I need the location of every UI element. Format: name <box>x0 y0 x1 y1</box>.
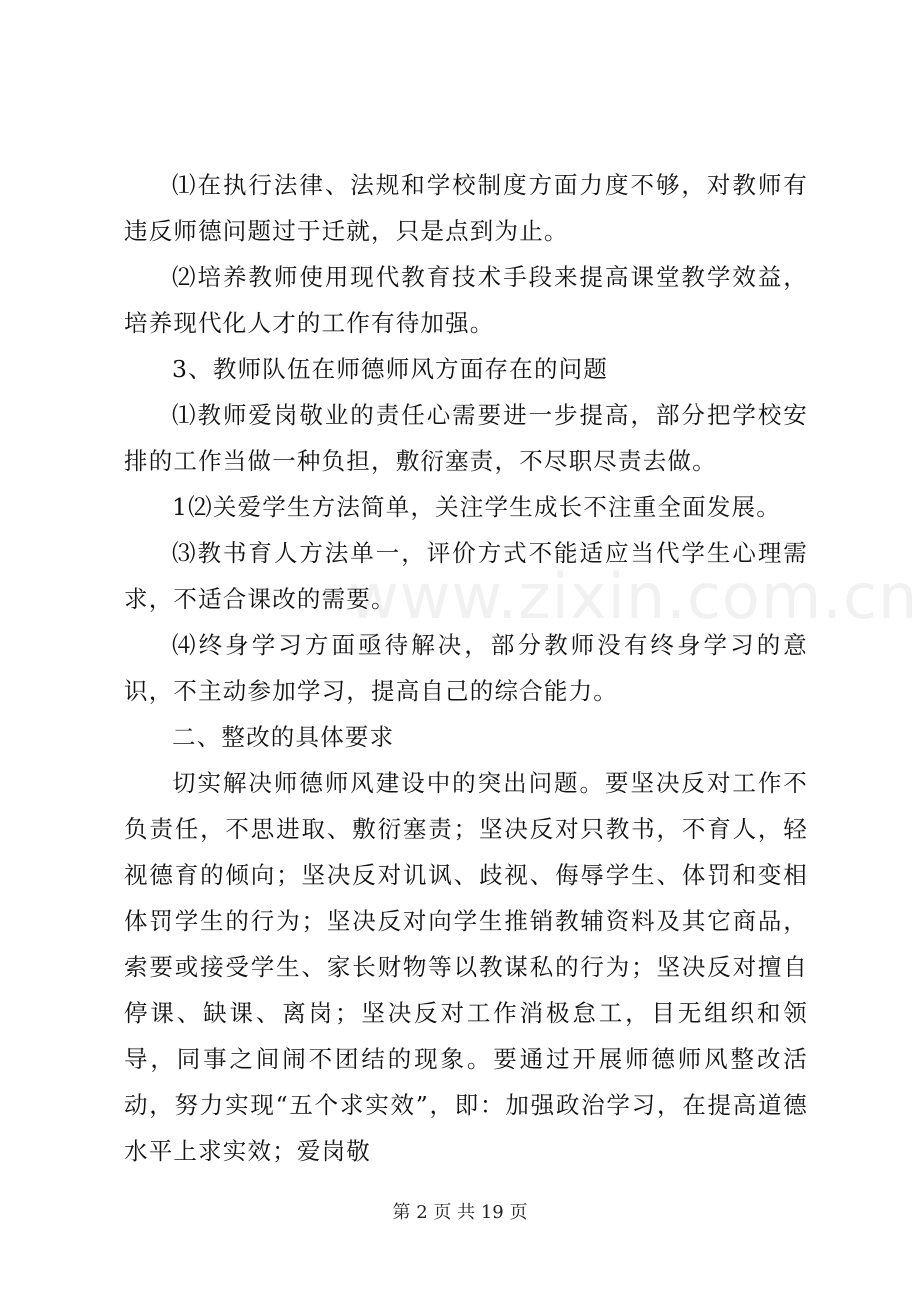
paragraph-4: 1⑵关爱学生方法简单，关注学生成长不注重全面发展。 <box>172 493 781 521</box>
page-footer: 第 2 页 共 19 页 <box>392 1202 528 1223</box>
paragraph-1: ⑴在执行法律、法规和学校制度方面力度不够，对教师有违反师德问题过于迁就，只是点到为止。 <box>124 171 808 245</box>
section-heading-3: 3、教师队伍在师德师风方面存在的问题 <box>172 355 609 383</box>
document-body <box>124 162 808 1174</box>
paragraph-6: ⑷终身学习方面亟待解决，部分教师没有终身学习的意识，不主动参加学习，提高自己的综合能力。 <box>124 631 808 705</box>
paragraph-2: ⑵培养教师使用现代教育技术手段来提高课堂教学效益，培养现代化人才的工作有待加强。 <box>124 263 808 337</box>
section-heading-rectification: 二、整改的具体要求 <box>172 723 395 751</box>
watermark: www.zixin.com.cn <box>348 560 919 633</box>
paragraph-7: 切实解决师德师风建设中的突出问题。要坚决反对工作不负责任，不思进取、敷衍塞责；坚决反对只教书，不育人，轻视德育的倾向；坚决反对讥讽、歧视、侮辱学生、体罚和变相体罚学生的行为；坚决反对向学生推销教辅资料及其它商品，索要或接受学生、家长财物等以教谋私的行为；坚决反对擅自停课、缺课、离岗；坚决反对工作消极怠工，目无组织和领导，同事之间闹不团结的现象。要通过开展师德师风整改活动，努力实现“五个求实效”，即：加强政治学习，在提高道德水平上求实效；爱岗敬 <box>124 769 808 1165</box>
paragraph-5: ⑶教书育人方法单一，评价方式不能适应当代学生心理需求，不适合课改的需要。 <box>124 539 808 613</box>
paragraph-3: ⑴教师爱岗敬业的责任心需要进一步提高，部分把学校安排的工作当做一种负担，敷衍塞责，不尽职尽责去做。 <box>124 401 808 475</box>
